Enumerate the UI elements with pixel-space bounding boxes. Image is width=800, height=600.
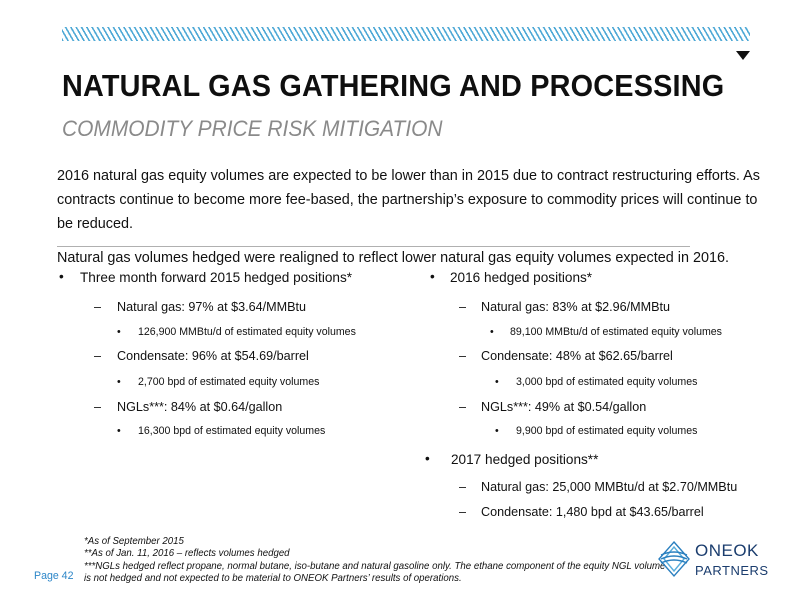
dash-marker: –: [459, 349, 467, 363]
logo-text: [695, 541, 769, 581]
dash-marker: –: [459, 400, 467, 414]
decorative-stripe-band: [62, 27, 750, 41]
bullet-marker: •: [59, 269, 64, 284]
page-subtitle: COMMODITY PRICE RISK MITIGATION: [62, 116, 443, 141]
intro-text: [57, 164, 777, 270]
bullet-marker: •: [117, 425, 121, 437]
left-item-2: Condensate: 96% at $54.69/barrel: [117, 349, 309, 363]
intro-paragraph-1: 2016 natural gas equity volumes are expected to be lower than in 2015 due to contract restructuring efforts. As contracts continue to become more fee-based, the partnership’s exposure to commodity prices will continue to be reduced.: [57, 168, 760, 232]
left-item-2-detail: 2,700 bpd of estimated equity volumes: [138, 376, 320, 388]
right-item2-2: Condensate: 1,480 bpd at $43.65/barrel: [481, 505, 704, 519]
bullet-marker: •: [495, 425, 499, 437]
dash-marker: –: [459, 480, 467, 494]
left-item-1: Natural gas: 97% at $3.64/MMBtu: [117, 300, 307, 314]
bullet-marker: •: [117, 326, 121, 338]
page-title: NATURAL GAS GATHERING AND PROCESSING: [62, 68, 725, 103]
dash-marker: –: [94, 349, 102, 363]
left-item-3: NGLs***: 84% at $0.64/gallon: [117, 400, 283, 414]
right-item-1-detail: 89,100 MMBtu/d of estimated equity volumes: [510, 326, 722, 338]
dropdown-triangle-icon: [736, 51, 750, 60]
footnote-2: **As of Jan. 11, 2016 – reflects volumes hedged: [84, 548, 290, 560]
bullet-marker: •: [490, 326, 494, 338]
dash-marker: –: [459, 505, 467, 519]
intro-paragraph-2: Natural gas volumes hedged were realigned to reflect lower natural gas equity volumes expected in 2016.: [57, 250, 729, 266]
left-heading: Three month forward 2015 hedged positions*: [80, 270, 353, 285]
right-item-3: NGLs***: 49% at $0.54/gallon: [481, 400, 647, 414]
left-item-3-detail: 16,300 bpd of estimated equity volumes: [138, 425, 326, 437]
footnote-1: *As of September 2015: [84, 536, 184, 547]
page-number: Page 42: [34, 570, 74, 582]
footnote-3: ***NGLs hedged reflect propane, normal butane, iso-butane and natural gasoline only. The ethane component of the equity NGL volume: [84, 560, 666, 572]
bullet-marker: •: [430, 269, 435, 284]
bullet-marker: •: [425, 451, 430, 466]
logo-mark-icon: [657, 540, 691, 578]
dash-marker: –: [94, 400, 102, 414]
dash-marker: –: [459, 300, 467, 314]
right-item-2-detail: 3,000 bpd of estimated equity volumes: [516, 376, 698, 388]
right-heading-2: 2017 hedged positions**: [451, 452, 599, 467]
logo-line-2: PARTNERS: [695, 563, 769, 578]
bullet-marker: •: [117, 376, 121, 388]
right-heading: 2016 hedged positions*: [450, 270, 593, 285]
company-logo: [657, 536, 767, 586]
dash-marker: –: [94, 300, 102, 314]
logo-line-1: ONEOK: [695, 541, 759, 560]
right-item2-1: Natural gas: 25,000 MMBtu/d at $2.70/MMBtu: [481, 480, 738, 494]
footnotes: [84, 536, 709, 585]
left-item-1-detail: 126,900 MMBtu/d of estimated equity volumes: [138, 326, 356, 338]
right-item-2: Condensate: 48% at $62.65/barrel: [481, 349, 673, 363]
footnote-4: is not hedged and not expected to be material to ONEOK Partners’ results of operations.: [84, 572, 462, 584]
right-item-3-detail: 9,900 bpd of estimated equity volumes: [516, 425, 698, 437]
bullet-marker: •: [495, 376, 499, 388]
right-item-1: Natural gas: 83% at $2.96/MMBtu: [481, 300, 671, 314]
section-divider: [57, 246, 690, 247]
